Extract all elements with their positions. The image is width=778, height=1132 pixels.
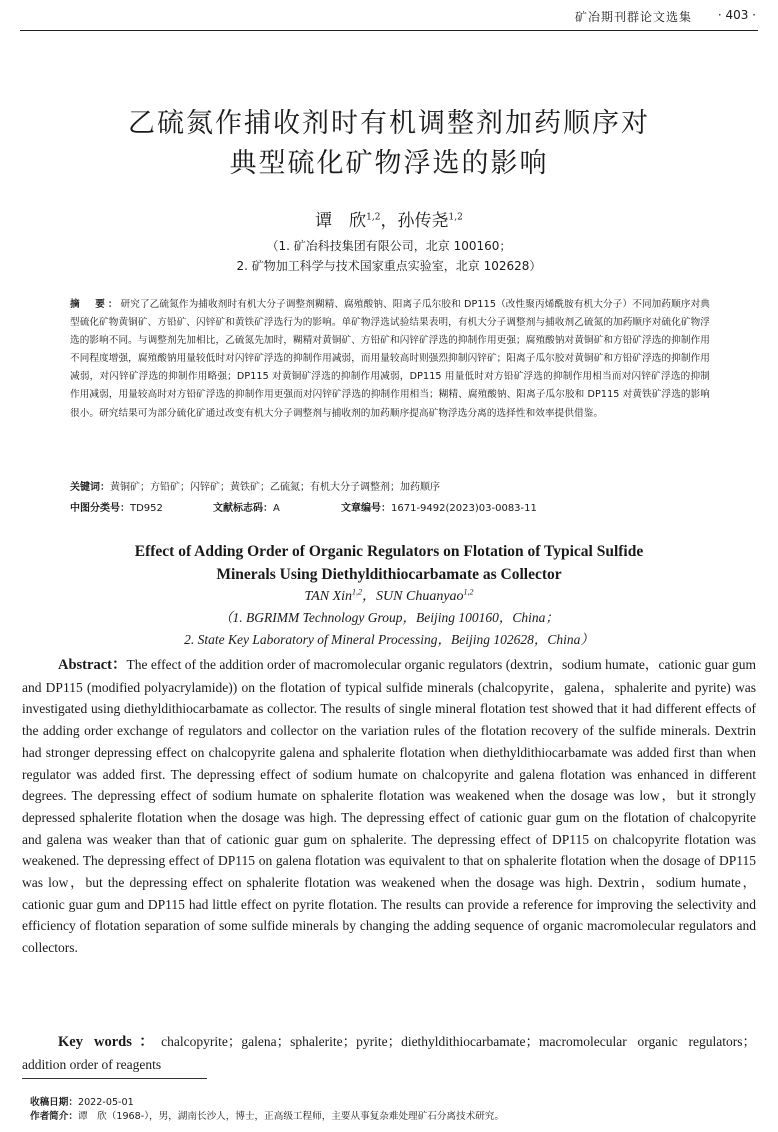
clc-value: TD952 <box>130 503 163 514</box>
chinese-keywords-label: 关键词： <box>70 482 110 493</box>
chinese-abstract-text: 研究了乙硫氮作为捕收剂时有机大分子调整剂糊精、腐殖酸钠、阳离子瓜尔胶和 DP115（改性聚丙烯酰胺有机大分子）不同加药顺序对典型硫化矿物黄铜矿、方铅矿、闪锌矿和黄铁矿浮选行为的影响。单矿物浮选试验结果表明，有机大分子调整剂与捕收剂乙硫氮的加药顺序对硫化矿物浮选的影响不同。与调整剂先加相比，乙硫氮先加时，糊精对黄铜矿、方铅矿和闪锌矿浮选的抑制作用更强；腐殖酸钠对黄铜矿和方铅矿浮选的抑制作用不同程度增强，腐殖酸钠用量较低时对闪锌矿浮选的抑制作用减弱，而用量较高时则强烈抑制闪锌矿；阳离子瓜尔胶对黄铜矿和方铅矿浮选的抑制作用减弱，对闪锌矿浮选的抑制作用略强；DP115 对黄铜矿浮选的抑制作用减弱，DP115 用量低时对方铅矿浮选的抑制作用相当而对闪锌矿浮选的抑制作用减弱，用量较高时对方铅矿浮选的抑制作用更强而对闪锌矿浮选的抑制作用相当；糊精、腐殖酸钠、阳离子瓜尔胶和 DP115 对黄铁矿浮选的影响很小。研究结果可为部分硫化矿通过改变有机大分子调整剂与捕收剂的加药顺序提高矿物浮选分离的选择性和效率提供借鉴。 <box>70 299 710 419</box>
english-title-line-2: Minerals Using Diethyldithiocarbamate as Collector <box>216 566 562 583</box>
author-2-affil-mark: 1,2 <box>448 212 463 223</box>
english-abstract-text: The effect of the addition order of macromolecular organic regulators (dextrin，sodium humate，cationic guar gum and DP115 (modified polyacrylamide)) on the flotation of typical sulfide minerals (chalcopyrite，galena，sphalerite and pyrite) was investigated using diethyldithiocarbamate as collector. The results of single mineral flotation test showed that it had different effects of the adding order exchange of regulators and collector on the variation rules of the flotation recovery of the sulfide minerals. Dextrin had stronger depressing effect on chalcopyrite galena and sphalerite flotation when diethyldithiocarbamate was added first than when regulator was added first. The depressing effect of sodium humate on chalcopyrite and galena flotation was enhanced in different degrees. The depressing effect of sodium humate on sphalerite flotation was weakened when the dosage was low，but it strongly depressed sphalerite flotation when the dosage was high. The depressing effect of cationic guar gum on the flotation of chalcopyrite and galena was weaker than that of cationic guar gum on sphalerite. The depressing effect of DP115 on chalcopyrite flotation was weakened. The depressing effect of DP115 on galena flotation was equivalent to that on sphalerite flotation when the dosage of DP115 was low，but the depressing effect on sphalerite flotation was weakened when the dosage was high. Dextrin，sodium humate，cationic guar gum and DP115 had little effect on pyrite flotation. The results can provide a reference for improving the selectivity and efficiency of flotation separation of some sulfide minerals by changing the adding sequence of organic macromolecular regulators and collectors. <box>22 657 756 956</box>
affiliation-2: 2. 矿物加工科学与技术国家重点实验室，北京 102628） <box>236 259 542 273</box>
chinese-abstract-label: 摘 要： <box>70 299 121 310</box>
author-bio-label: 作者简介： <box>30 1111 78 1122</box>
chinese-abstract <box>70 296 710 423</box>
affiliation-1: （1. 矿冶科技集团有限公司，北京 100160； <box>266 239 512 253</box>
english-keywords <box>22 1031 756 1075</box>
english-author-separator: ， <box>362 589 377 604</box>
english-keywords-label: Key words： <box>58 1034 162 1050</box>
author-1-affil-mark: 1,2 <box>366 212 381 223</box>
chinese-title-line-2: 典型硫化矿物浮选的影响 <box>229 148 549 179</box>
chinese-keywords <box>70 478 730 493</box>
received-date-value: 2022-05-01 <box>77 1097 134 1108</box>
english-authors <box>0 585 778 605</box>
english-abstract <box>22 654 756 959</box>
footnote-divider <box>22 1078 207 1079</box>
chinese-affiliations <box>0 236 778 276</box>
english-author-2: SUN Chuanyao <box>376 589 464 604</box>
running-header <box>20 0 758 31</box>
english-title <box>0 540 778 586</box>
english-affiliation-1: （1. BGRIMM Technology Group，Beijing 100160，China； <box>219 610 559 625</box>
english-author-1-mark: 1,2 <box>352 587 363 597</box>
author-separator: ， <box>380 211 398 231</box>
page-number: · 403 · <box>717 8 756 22</box>
received-date-note <box>30 1094 760 1108</box>
author-bio-value: 谭 欣（1968-），男，湖南长沙人，博士，正高级工程师，主要从事复杂难处理矿石分离技术研究。 <box>77 1111 504 1122</box>
article-no-value: 1671-9492(2023)03-0083-11 <box>391 503 537 514</box>
doc-code-label: 文献标志码： <box>213 503 273 514</box>
english-abstract-label: Abstract： <box>58 657 127 673</box>
english-affiliations <box>0 607 778 651</box>
english-author-2-mark: 1,2 <box>463 587 474 597</box>
chinese-title-line-1: 乙硫氮作捕收剂时有机调整剂加药顺序对 <box>128 108 650 139</box>
chinese-keywords-text: 黄铜矿；方铅矿；闪锌矿；黄铁矿；乙硫氮；有机大分子调整剂；加药顺序 <box>110 482 440 493</box>
english-title-line-1: Effect of Adding Order of Organic Regulators on Flotation of Typical Sulfide <box>134 543 644 560</box>
author-2-name: 孙传尧 <box>397 211 449 231</box>
author-bio-note <box>30 1108 760 1122</box>
author-1-name: 谭 欣 <box>315 211 367 231</box>
received-date-label: 收稿日期： <box>30 1097 78 1108</box>
article-no-label: 文章编号： <box>341 503 391 514</box>
clc-label: 中图分类号： <box>70 503 130 514</box>
doc-code-value: A <box>273 503 280 514</box>
english-affiliation-2: 2. State Key Laboratory of Mineral Processing，Beijing 102628，China） <box>184 632 594 647</box>
chinese-authors <box>0 206 778 231</box>
english-keywords-text: chalcopyrite；galena；sphalerite；pyrite；diethyldithiocarbamate；macromolecular organic regulators；addition order of reagents <box>22 1034 756 1072</box>
journal-name: 矿冶期刊群论文选集 <box>574 10 692 24</box>
classification-line <box>70 499 730 514</box>
chinese-title <box>0 104 778 184</box>
english-author-1: TAN Xin <box>304 589 353 604</box>
